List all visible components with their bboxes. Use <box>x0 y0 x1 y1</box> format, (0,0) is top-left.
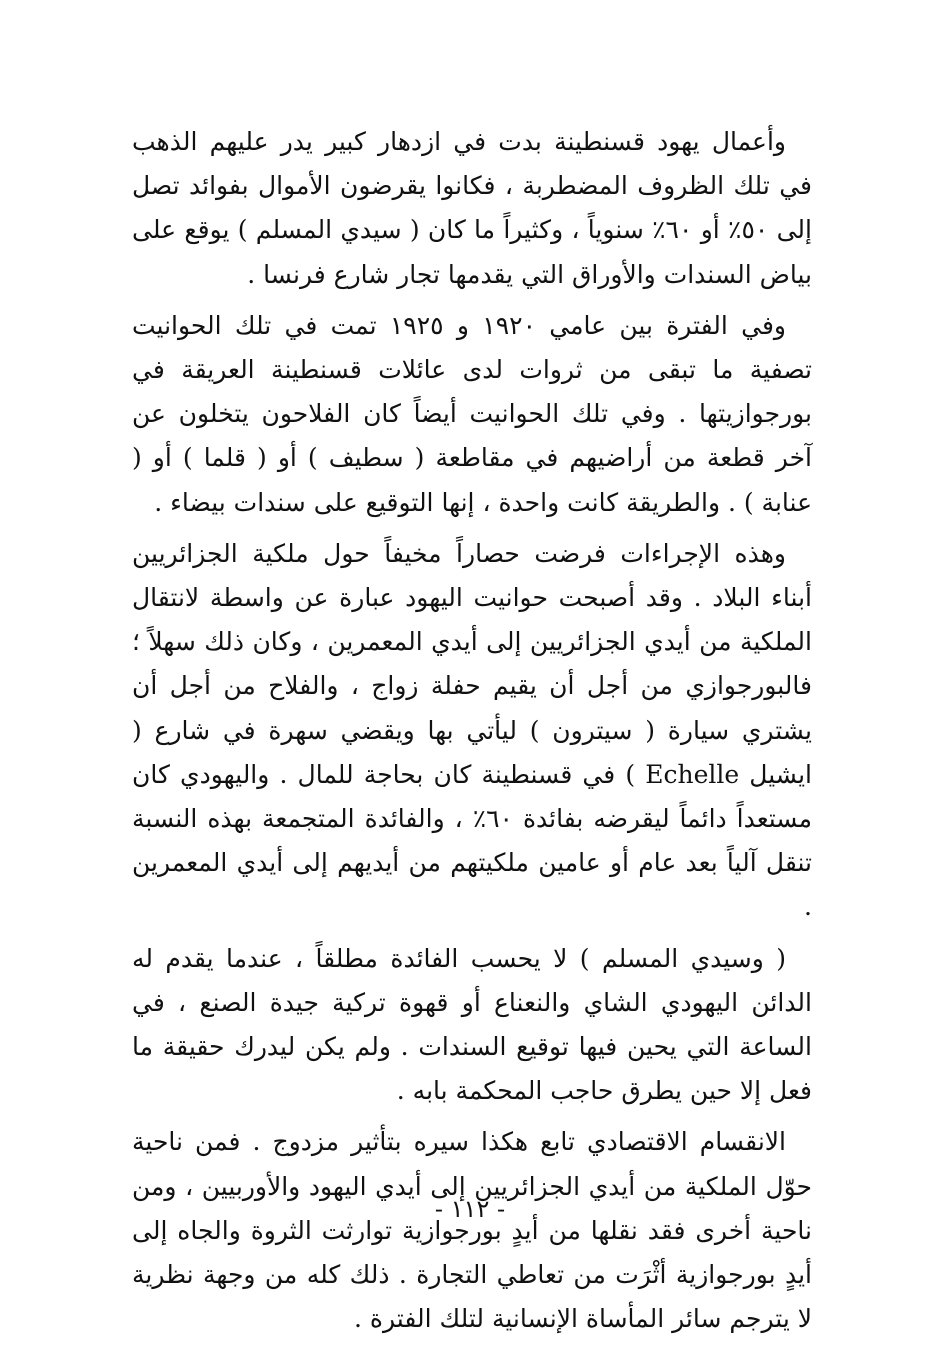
paragraph-3: وهذه الإجراءات فرضت حصاراً مخيفاً حول ملكية الجزائريين أبناء البلاد . وقد أصبحت حوانيت اليهود عبارة عن واسطة لانتقال الملكية من أيدي الجزائريين إلى أيدي المعمرين ، وكان ذلك سهلاً ؛ فالبورجوازي من أجل أن يقيم حفلة زواج ، والفلاح من أجل أن يشتري سيارة ( سيترون ) ليأتي بها ويقضي سهرة في شارع ( ايشيل Echelle ) في قسنطينة كان بحاجة للمال . واليهودي كان مستعداً دائماً ليقرضه بفائدة ٦٠٪ ، والفائدة المتجمعة بهذه النسبة تنقل آلياً بعد عام أو عامين ملكيتهم من أيديهم إلى أيدي المعمرين . <box>132 538 812 922</box>
body-text <box>132 120 812 1341</box>
page-number: - ١١٢ - <box>434 1195 506 1223</box>
paragraph-2: وفي الفترة بين عامي ١٩٢٠ و ١٩٢٥ تمت في تلك الحوانيت تصفية ما تبقى من ثروات لدى عائلات قسنطينة العريقة في بورجوازيتها . وفي تلك الحوانيت أيضاً كان الفلاحون يتخلون عن آخر قطعة من أراضيهم في مقاطعة ( سطيف ) أو ( قلما ) أو ( عنابة ) . والطريقة كانت واحدة ، إنها التوقيع على سندات بيضاء . <box>132 310 812 517</box>
paragraph-1: وأعمال يهود قسنطينة بدت في ازدهار كبير يدر عليهم الذهب في تلك الظروف المضطربة ، فكانوا يقرضون الأموال بفوائد تصل إلى ٥٠٪ أو ٦٠٪ سنوياً ، وكثيراً ما كان ( سيدي المسلم ) يوقع على بياض السندات والأوراق التي يقدمها تجار شارع فرنسا . <box>132 127 812 289</box>
paragraph-4: ( وسيدي المسلم ) لا يحسب الفائدة مطلقاً ، عندما يقدم له الدائن اليهودي الشاي والنعناع أو قهوة تركية جيدة الصنع ، في الساعة التي يحين فيها توقيع السندات . ولم يكن ليدرك حقيقة ما فعل إلا حين يطرق حاجب المحكمة بابه . <box>132 943 812 1106</box>
paragraph-5: الانقسام الاقتصادي تابع هكذا سيره بتأثير مزدوج . فمن ناحية حوّل الملكية من أيدي الجزائريين إلى أيدي اليهود والأوربيين ، ومن ناحية أخرى فقد نقلها من أيدٍ بورجوازية توارثت الثروة والجاه إلى أيدٍ بورجوازية أثْرَت من تعاطي التجارة . ذلك كله من وجهة نظرية لا يترجم سائر المأساة الإنسانية لتلك الفترة . <box>132 1127 812 1334</box>
